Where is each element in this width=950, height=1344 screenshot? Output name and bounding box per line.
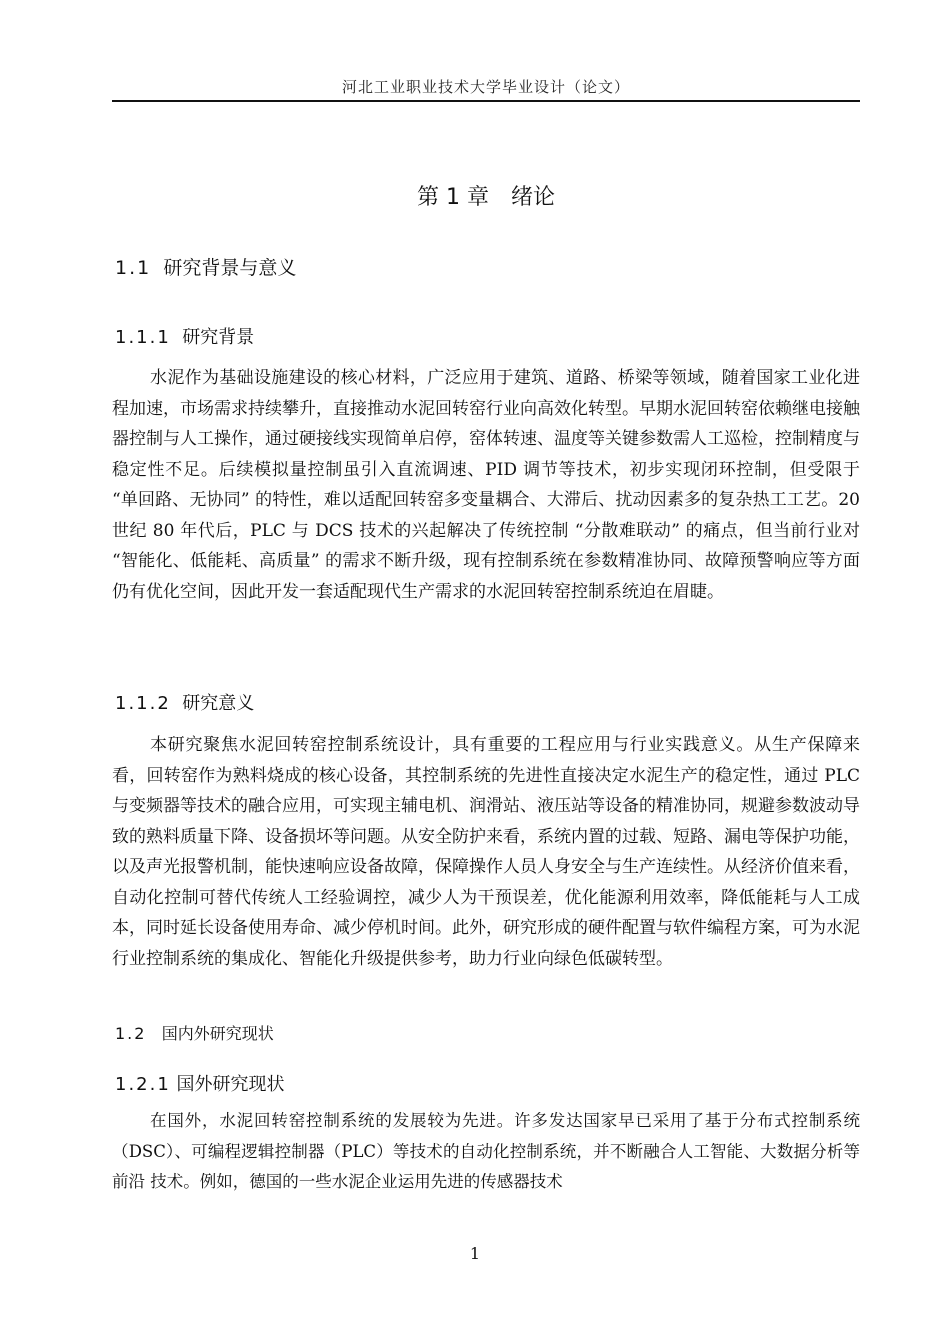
section-title: 研究背景 (182, 327, 255, 348)
paragraph-background: 水泥作为基础设施建设的核心材料，广泛应用于建筑、道路、桥梁等领域，随着国家工业化进程加速，市场需求持续攀升，直接推动水泥回转窑行业向高效化转型。早期水泥回转窑依赖继电接触器控制与人工操作，通过硬接线实现简单启停，窑体转速、温度等关键参数需人工巡检，控制精度与稳定性不足。后续模拟量控制虽引入直流调速、PID 调节等技术，初步实现闭环控制，但受限于 “单回路、无协同” 的特性，难以适配回转窑多变量耦合、大滞后、扰动因素多的复杂热工工艺。20 世纪 80 年代后，PLC 与 DCS 技术的兴起解决了传统控制 “分散难联动” 的痛点，但当前行业对 “智能化、低能耗、高质量” 的需求不断升级，现有控制系统在参数精准协同、故障预警响应等方面仍有优化空间，因此开发一套适配现代生产需求的水泥回转窑控制系统迫在眉睫。 (112, 368, 860, 602)
section-number: 1.1.1 (115, 327, 171, 348)
page-number: 1 (469, 1244, 481, 1263)
section-heading-1-1 (115, 253, 296, 280)
section-title: 研究意义 (182, 693, 255, 714)
section-title: 研究背景与意义 (163, 257, 297, 279)
section-number: 1.2 (115, 1024, 147, 1043)
section-title: 国内外研究现状 (161, 1024, 274, 1043)
section-number: 1.1.2 (115, 693, 171, 714)
header-rule (112, 100, 860, 102)
section-heading-1-2-1 (115, 1070, 285, 1096)
running-header: 河北工业职业技术大学毕业设计（论文） (341, 78, 630, 96)
section-number: 1.2.1 (115, 1074, 171, 1095)
section-number: 1.1 (115, 257, 152, 279)
section-title: 国外研究现状 (176, 1074, 285, 1095)
section-heading-1-2 (115, 1021, 274, 1044)
chapter-title (112, 180, 860, 211)
chapter-number: 第 1 章 (417, 185, 489, 210)
chapter-name: 绪论 (510, 185, 555, 210)
section-heading-1-1-1 (115, 323, 254, 349)
section-heading-1-1-2 (115, 689, 254, 715)
paragraph-significance: 本研究聚焦水泥回转窑控制系统设计，具有重要的工程应用与行业实践意义。从生产保障来看，回转窑作为熟料烧成的核心设备，其控制系统的先进性直接决定水泥生产的稳定性，通过 PLC 与变频器等技术的融合应用，可实现主辅电机、润滑站、液压站等设备的精准协同，规避参数波动导致的熟料质量下降、设备损坏等问题。从安全防护来看，系统内置的过载、短路、漏电等保护功能，以及声光报警机制，能快速响应设备故障，保障操作人员人身安全与生产连续性。从经济价值来看，自动化控制可替代传统人工经验调控，减少人为干预误差，优化能源利用效率，降低能耗与人工成本，同时延长设备使用寿命、减少停机时间。此外，研究形成的硬件配置与软件编程方案，可为水泥行业控制系统的集成化、智能化升级提供参考，助力行业向绿色低碳转型。 (112, 735, 860, 969)
paragraph-foreign-status: 在国外，水泥回转窑控制系统的发展较为先进。许多发达国家早已采用了基于分布式控制系统（DSC）、可编程逻辑控制器（PLC）等技术的自动化控制系统，并不断融合人工智能、大数据分析等前沿 技术。例如，德国的一些水泥企业运用先进的传感器技术 (112, 1111, 860, 1191)
